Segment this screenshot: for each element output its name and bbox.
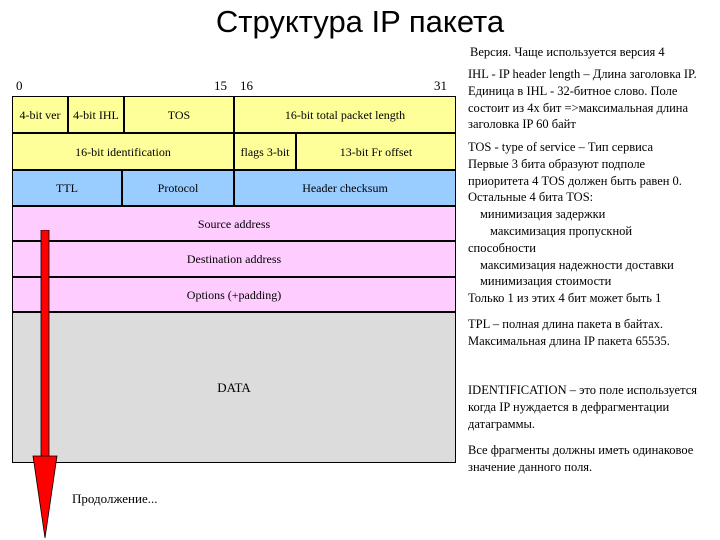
- header-row-source: [12, 206, 456, 241]
- header-row-1: [12, 96, 456, 133]
- note-tos-line-5: способности: [468, 240, 536, 255]
- note-tos-item-2: максимизация пропускной: [490, 223, 633, 238]
- note-tos-line-3: приоритета 4 TOS должен быть равен 0.: [468, 173, 682, 188]
- data-row: [12, 312, 456, 463]
- note-tos-item-4: минимизация стоимости: [480, 274, 612, 289]
- field-source-address: Source address: [12, 206, 456, 241]
- note-identification: IDENTIFICATION – это поле используется когда IP нуждается в дефрагментации датаграммы.: [468, 383, 697, 431]
- field-protocol: Protocol: [122, 170, 234, 206]
- note-tos-item-1: минимизация задержки: [480, 207, 606, 222]
- header-row-options: [12, 277, 456, 312]
- field-total-length: 16-bit total packet length: [234, 96, 456, 133]
- field-ihl: 4-bit IHL: [68, 96, 124, 133]
- field-destination-address: Destination address: [12, 241, 456, 277]
- header-row-destination: [12, 241, 456, 277]
- bit-label-31: 31: [434, 78, 447, 93]
- field-flags: flags 3-bit: [234, 133, 296, 170]
- note-version: Версия. Чаще используется версия 4: [470, 45, 665, 59]
- bit-label-15: 15: [214, 78, 227, 93]
- field-fragment-offset: 13-bit Fr offset: [296, 133, 456, 170]
- note-tos-last: Только 1 из этих 4 бит может быть 1: [468, 291, 662, 306]
- field-options: Options (+padding): [12, 277, 456, 312]
- note-tos-item-3: максимизация надежности доставки: [480, 257, 674, 272]
- note-fragments: Все фрагменты должны иметь одинаковое значение данного поля.: [468, 443, 694, 474]
- field-header-checksum: Header checksum: [234, 170, 456, 206]
- note-ihl: IHL - IP header length – Длина заголовка IP. Единица в IHL - 32-битное слово. Поле состоит из 4х бит =>максимальная длина заголовка IP 60 байт: [468, 67, 697, 132]
- header-row-3: [12, 170, 456, 206]
- note-tpl: TPL – полная длина пакета в байтах. Максимальная длина IP пакета 65535.: [468, 317, 670, 348]
- bit-label-16: 16: [240, 78, 253, 93]
- field-ttl: TTL: [12, 170, 122, 206]
- note-tos: [468, 139, 718, 307]
- page-title: Структура IP пакета: [215, 4, 505, 39]
- continuation-text: Продолжение...: [72, 491, 158, 506]
- note-tos-line-4: Остальные 4 бита TOS:: [468, 190, 594, 205]
- field-tos: TOS: [124, 96, 234, 133]
- field-identification: 16-bit identification: [12, 133, 234, 170]
- note-tos-line-1: TOS - type of service – Тип сервиса: [468, 140, 654, 154]
- note-tos-line-2: Первые 3 бита образуют подполе: [468, 156, 646, 171]
- field-data: DATA: [12, 312, 456, 463]
- bit-label-0: 0: [16, 78, 23, 93]
- continuation-arrow-icon: [30, 230, 60, 540]
- field-version: 4-bit ver: [12, 96, 68, 133]
- header-row-2: [12, 133, 456, 170]
